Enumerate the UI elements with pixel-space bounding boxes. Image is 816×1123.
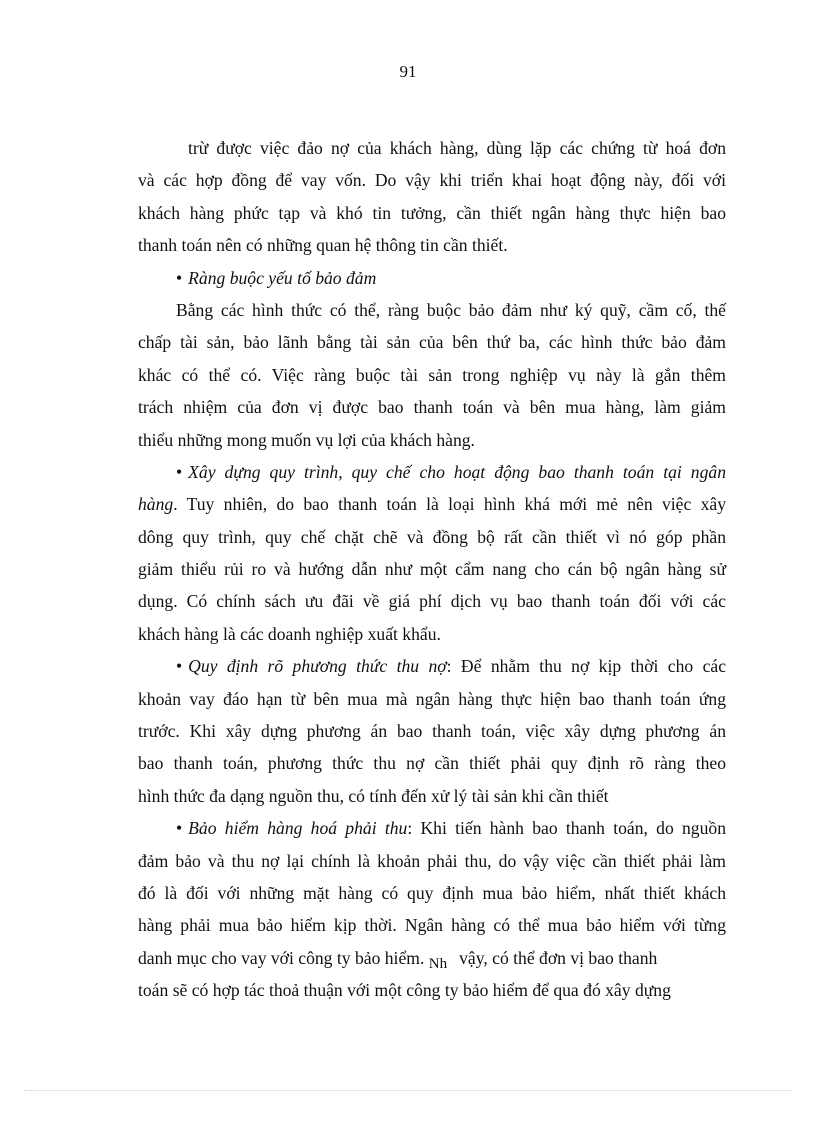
text-line: toán sẽ có hợp tác thoả thuận với một công ty bảo hiểm để qua đó xây dựng [138, 980, 671, 1001]
text-fragment-nh: Nh [428, 955, 448, 972]
text-line: và các hợp đồng để vay vốn. Do vậy khi triển khai hoạt động này, đối với [138, 170, 726, 191]
text-line: trách nhiệm của đơn vị được bao thanh toán và bên mua hàng, làm giảm [138, 397, 726, 418]
bullet-heading-guarantee [138, 262, 726, 294]
text-line: bao thanh toán, phương thức thu nợ cần thiết phải quy định rõ ràng theo [138, 753, 726, 774]
text-span: : Để nhằm thu nợ kịp thời cho các [446, 656, 726, 677]
text-line: dông quy trình, quy chế chặt chẽ và đồng bộ rất cần thiết vì nó góp phần [138, 526, 726, 547]
text-line [138, 942, 726, 974]
italic-word: hàng [138, 494, 174, 515]
text-line: trước. Khi xây dựng phương án bao thanh toán, việc xây dựng phương án [138, 721, 726, 742]
text-span: vậy, có thể đơn vị bao thanh [459, 947, 658, 968]
body-text [138, 132, 726, 1007]
text-line: hàng phải mua bảo hiểm kịp thời. Ngân hàng có thể mua bảo hiểm với từng [138, 915, 726, 936]
text-line: dụng. Có chính sách ưu đãi về giá phí dịch vụ bao thanh toán đối với các [138, 591, 726, 612]
page-number: 91 [399, 62, 417, 81]
bullet-heading-insurance [138, 812, 726, 844]
bullet-icon: • [176, 818, 183, 839]
text-line: thiểu những mong muốn vụ lợi của khách hàng. [138, 429, 475, 450]
text-span: . Tuy nhiên, do bao thanh toán là loại hình khá mới mẻ nên việc xây [173, 494, 726, 515]
text-line: Bằng các hình thức có thể, ràng buộc bảo đảm như ký quỹ, cầm cố, thế [176, 299, 726, 320]
bullet-icon: • [176, 656, 183, 677]
text-line: khách hàng là các doanh nghiệp xuất khẩu. [138, 623, 441, 644]
bullet-title: Ràng buộc yếu tố bảo đảm [188, 267, 377, 288]
text-line: khách hàng phức tạp và khó tin tưởng, cần thiết ngân hàng thực hiện bao [138, 202, 726, 223]
bullet-title: Quy định rõ phương thức thu nợ [188, 656, 447, 677]
text-line: khoản vay đáo hạn từ bên mua mà ngân hàng thực hiện bao thanh toán ứng [138, 688, 726, 709]
bullet-title: Xây dựng quy trình, quy chế cho hoạt động bao thanh toán tại ngân [188, 461, 726, 482]
text-line: khác có thể có. Việc ràng buộc tài sản trong nghiệp vụ này là gắn thêm [138, 364, 726, 385]
text-line [138, 488, 726, 520]
footer-divider [24, 1090, 792, 1091]
bullet-icon: • [176, 267, 183, 288]
text-line: hình thức đa dạng nguồn thu, có tính đến xử lý tài sản khi cần thiết [138, 785, 609, 806]
bullet-icon: • [176, 461, 183, 482]
text-line: thanh toán nên có những quan hệ thông tin cần thiết. [138, 235, 508, 256]
text-line: đó là đối với những mặt hàng có quy định mua bảo hiểm, nhất thiết khách [138, 882, 726, 903]
text-line: đảm bảo và thu nợ lại chính là khoản phải thu, do vậy việc cần thiết phải làm [138, 850, 726, 871]
bullet-heading-process [138, 456, 726, 488]
text-span: : Khi tiến hành bao thanh toán, do nguồn [407, 818, 726, 839]
bullet-heading-debt-collection [138, 650, 726, 682]
bullet-title: Bảo hiểm hàng hoá phải thu [188, 818, 408, 839]
text-line: trừ được việc đảo nợ của khách hàng, dùng lặp các chứng từ hoá đơn [188, 138, 726, 158]
text-line: chấp tài sản, bảo lãnh bằng tài sản của bên thứ ba, các hình thức bảo đảm [138, 332, 726, 353]
text-span: danh mục cho vay với công ty bảo hiểm. [138, 947, 425, 968]
text-line: giảm thiểu rủi ro và hướng dẫn như một cẩm nang cho cán bộ ngân hàng sử [138, 559, 726, 580]
